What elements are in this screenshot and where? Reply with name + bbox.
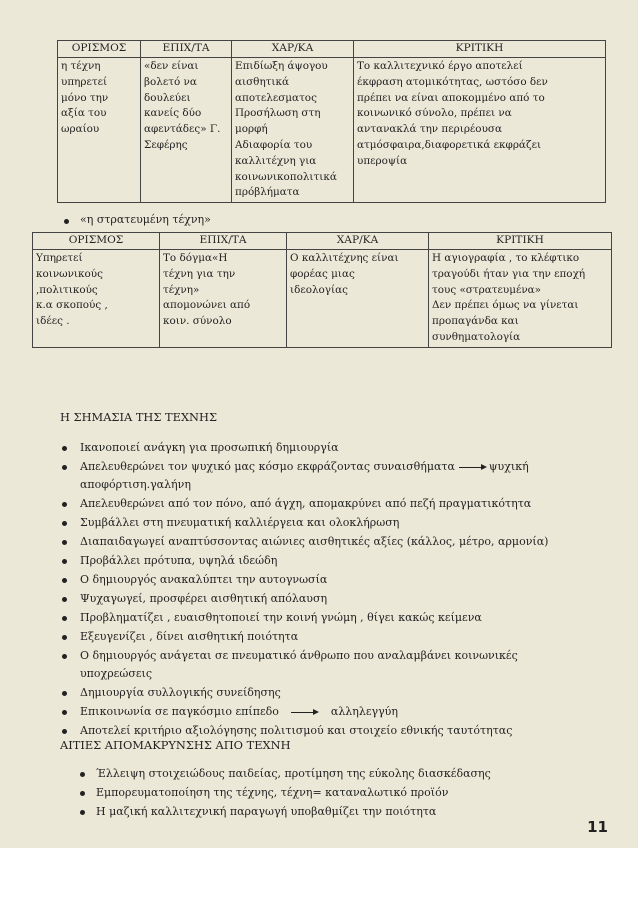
cell-line: Επιδίωξη άψογου [235, 60, 328, 72]
cell-kritiki [429, 250, 612, 348]
cell-line: Υπηρετεί [36, 252, 83, 264]
cell-line: αντανακλά την περιρέουσα [357, 123, 502, 136]
list-item: Ο δημιουργός ανάγεται σε πνευματικό άνθρωπο που αναλαμβάνει κοινωνικές [80, 649, 518, 662]
bullet-dot [80, 791, 85, 796]
bullet-dot [62, 521, 67, 526]
bullet-dot [62, 597, 67, 602]
bullet-dot [62, 691, 67, 696]
cell-line: Προσήλωση στη [235, 107, 321, 120]
header-epixeirimata: ΕΠΙΧ/ΤΑ [141, 41, 232, 58]
cell-line: δουλεύει [144, 91, 191, 104]
list-item: Έλλειψη στοιχειώδους παιδείας, προτίμηση της εύκολης διασκέδασης [96, 767, 491, 780]
list-item: Ψυχαγωγεί, προσφέρει αισθητική απόλαυση [80, 592, 328, 605]
list-item: Εξευγενίζει , δίνει αισθητική ποιότητα [80, 630, 299, 643]
cell-line: βολετό να [144, 75, 197, 88]
cell-line: Ο καλλιτέχνης είναι [290, 252, 399, 264]
list-item: Εμπορευματοποίηση της τέχνης, τέχνη= καταναλωτικό προϊόν [96, 786, 449, 799]
bullet-dot [80, 810, 85, 815]
cell-line: υπεροψία [357, 154, 408, 167]
list-item-text: αλληλεγγύη [330, 705, 398, 718]
section-title-importance: Η ΣΗΜΑΣΙΑ ΤΗΣ ΤΕΧΝΗΣ [60, 410, 218, 424]
cell-line: τους «στρατευμένα» [432, 283, 542, 296]
cell-line: ιδέες . [36, 315, 70, 328]
bullet-dot [62, 654, 67, 659]
cell-line: Η αγιογραφία , το κλέφτικο [432, 252, 580, 264]
list-item [80, 703, 398, 720]
table-aesthetic-art [57, 40, 606, 203]
list-item: Απελευθερώνει από τον πόνο, από άγχη, απομακρύνει από πεζή πραγματικότητα [80, 497, 532, 510]
bullet-dot [64, 219, 69, 224]
bullet-dot [62, 559, 67, 564]
list-item: Προβληματίζει , ευαισθητοποιεί την κοινή γνώμη , θίγει κακώς κείμενα [80, 611, 482, 624]
cell-line: Σεφέρης [144, 138, 188, 151]
header-kritiki: ΚΡΙΤΙΚΗ [429, 233, 612, 250]
table-committed-art [32, 232, 612, 348]
list-item: Αποτελεί κριτήριο αξιολόγησης πολιτισμού και στοιχείο εθνικής ταυτότητας [80, 724, 513, 737]
list-item: Προβάλλει πρότυπα, υψηλά ιδεώδη [80, 554, 278, 567]
cell-line: κοινωνικούς [36, 267, 103, 280]
bullet-dot [62, 540, 67, 545]
cell-line: Το δόγμα«Η [163, 252, 228, 264]
list-item: Διαπαιδαγωγεί αναπτύσσοντας αιώνιες αισθητικές αξίες (κάλλος, μέτρο, αρμονία) [80, 535, 549, 548]
cell-line: αξία του [61, 107, 107, 120]
cell-line: μορφή [235, 123, 268, 136]
bullet-dot [62, 635, 67, 640]
cell-line: φορέας μιας [290, 267, 355, 280]
cell-orismos [58, 58, 141, 203]
cell-line: υπηρετεί [61, 75, 108, 88]
cell-line: προπαγάνδα και [432, 315, 519, 328]
bullet-dot [62, 729, 67, 734]
committed-art-title: «η στρατευμένη τέχνη» [80, 213, 211, 226]
cell-xaraktiristika [287, 250, 429, 348]
cell-line: τέχνη» [163, 283, 200, 296]
cell-line: κοινωνικοπολιτικά [235, 170, 337, 183]
list-item: Συμβάλλει στη πνευματική καλλιέργεια και ολοκλήρωση [80, 516, 400, 529]
cell-line: κ.α σκοπούς , [36, 299, 108, 312]
table-header-row [58, 41, 606, 58]
cell-epixeirimata [141, 58, 232, 203]
cell-orismos [33, 250, 160, 348]
list-item-text: Απελευθερώνει τον ψυχικό μας κόσμο εκφράζοντας συναισθήματα [80, 460, 455, 473]
cell-line: απομονώνει από [163, 299, 251, 312]
cell-line: ιδεολογίας [290, 283, 348, 296]
list-item-text: Επικοινωνία σε παγκόσμιο επίπεδο [80, 705, 279, 718]
list-item: Η μαζική καλλιτεχνική παραγωγή υποβαθμίζει την ποιότητα [96, 805, 437, 818]
cell-line: κανείς δύο [144, 107, 202, 120]
cell-line: αποτελεσματος [235, 91, 317, 104]
header-orismos: ΟΡΙΣΜΟΣ [33, 233, 160, 250]
cell-line: καλλιτέχνη για [235, 154, 317, 167]
section-title-causes: ΑΙΤΙΕΣ ΑΠΟΜΑΚΡΥΝΣΗΣ ΑΠΟ ΤΕΧΝΗ [60, 738, 291, 752]
bullet-dot [62, 446, 67, 451]
header-kritiki: ΚΡΙΤΙΚΗ [354, 41, 606, 58]
header-epixeirimata: ΕΠΙΧ/ΤΑ [160, 233, 287, 250]
cell-line: κοιν. σύνολο [163, 315, 232, 328]
table-row [58, 58, 606, 203]
list-item-continuation: αποφόρτιση.γαλήνη [80, 478, 191, 491]
header-orismos: ΟΡΙΣΜΟΣ [58, 41, 141, 58]
cell-line: αφεντάδες» Γ. [144, 123, 221, 136]
bullet-dot [80, 772, 85, 777]
page-number: 11 [587, 818, 608, 836]
table-header-row [33, 233, 612, 250]
bullet-dot [62, 616, 67, 621]
list-item-text: ψυχική [488, 460, 529, 473]
cell-xaraktiristika [232, 58, 354, 203]
arrow-right-icon [459, 467, 485, 468]
table-row [33, 250, 612, 348]
list-item [80, 458, 529, 475]
bullet-dot [62, 502, 67, 507]
cell-line: η τέχνη [61, 60, 101, 72]
cell-line: συνθηματολογία [432, 330, 521, 343]
cell-line: ωραίου [61, 123, 100, 136]
bullet-dot [62, 578, 67, 583]
cell-line: ,πολιτικούς [36, 283, 98, 296]
cell-line: πρέπει να είναι αποκομμένο από το [357, 91, 545, 104]
cell-line: έκφραση ατομικότητας, ωστόσο δεν [357, 75, 548, 88]
header-xaraktiristika: ΧΑΡ/ΚΑ [232, 41, 354, 58]
list-item-continuation: υποχρεώσεις [80, 667, 153, 680]
arrow-right-icon [291, 712, 317, 713]
header-xaraktiristika: ΧΑΡ/ΚΑ [287, 233, 429, 250]
cell-line: ατμόσφαιρα,διαφορετικά εκφράζει [357, 138, 542, 151]
cell-line: Αδιαφορία του [235, 138, 313, 151]
cell-line: Δεν πρέπει όμως να γίνεται [432, 299, 579, 312]
cell-epixeirimata [160, 250, 287, 348]
cell-line: μόνο την [61, 91, 109, 104]
cell-line: κοινωνικό σύνολο, πρέπει να [357, 107, 512, 120]
cell-line: πρόβλήματα [235, 186, 300, 199]
cell-line: τέχνη για την [163, 267, 236, 280]
bullet-dot [62, 710, 67, 715]
list-item: Δημιουργία συλλογικής συνείδησης [80, 686, 281, 699]
list-item: Ο δημιουργός ανακαλύπτει την αυτογνωσία [80, 573, 328, 586]
bullet-dot [62, 465, 67, 470]
cell-line: τραγούδι ήταν για την εποχή [432, 267, 586, 280]
cell-kritiki [354, 58, 606, 203]
cell-line: «δεν είναι [144, 60, 199, 72]
list-item: Ικανοποιεί ανάγκη για προσωπική δημιουργία [80, 441, 339, 454]
cell-line: αισθητικά [235, 75, 289, 88]
cell-line: Το καλλιτεχνικό έργο αποτελεί [357, 60, 523, 72]
